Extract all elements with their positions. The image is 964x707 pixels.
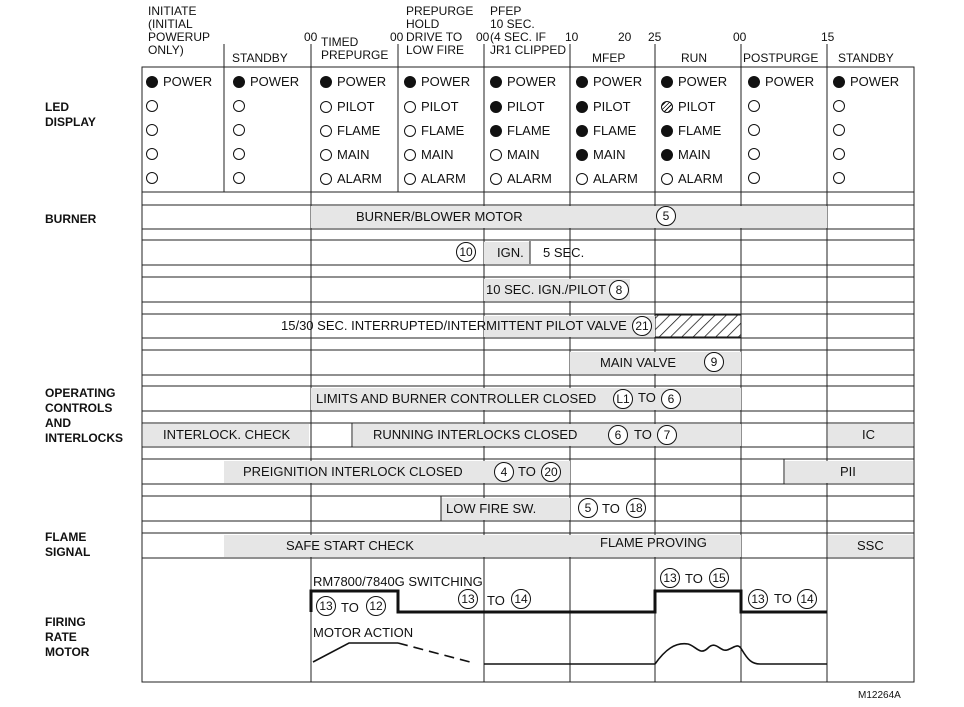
limits-ref-b: 6 [661,389,681,409]
time-tick: 00 [304,30,318,44]
phase-prepurge-hold: PREPURGE HOLD DRIVE TO LOW FIRE [406,4,474,57]
phase-initiate: INITIATE (INITIAL POWERUP ONLY) [148,4,211,57]
time-tick: 15 [821,30,835,44]
main-valve-ref: 9 [704,352,724,372]
led-label: PILOT [678,99,716,114]
ign-time: 5 SEC. [543,245,585,260]
phase-pfep: PFEP 10 SEC. (4 SEC. IF JR1 CLIPPED [490,4,567,57]
pilot-valve-ref: 21 [632,316,652,336]
row-label-flame: FLAME SIGNAL [45,530,91,559]
led-label: ALARM [678,171,723,186]
pilot-valve-label: 15/30 SEC. INTERRUPTED/INTERMITTENT PILOT VALVE [281,318,627,333]
sw3-to: TO [685,571,703,586]
led-label: PILOT [507,99,545,114]
pii-label: PII [840,464,856,479]
preignition-label: PREIGNITION INTERLOCK CLOSED [243,464,463,479]
phase-mfep: MFEP [592,51,626,65]
sw4-to: TO [774,591,792,606]
ssc-label: SSC [857,538,884,553]
led-label: FLAME [421,123,465,138]
sw1-to: TO [341,600,359,615]
time-tick: 20 [618,30,632,44]
flame-proving-label: FLAME PROVING [600,535,707,550]
led-label: MAIN [678,147,711,162]
led-label: POWER [765,74,815,89]
led-label: POWER [250,74,300,89]
running-ref-a: 6 [608,425,628,445]
sw2-to: TO [487,593,505,608]
sw2-ref-b: 14 [511,589,531,609]
sw3-ref-b: 15 [709,568,729,588]
led-label: POWER [850,74,900,89]
sw2-ref-a: 13 [458,589,478,609]
led-label: FLAME [337,123,381,138]
safe-start-label: SAFE START CHECK [286,538,414,553]
time-tick: 00 [476,30,490,44]
running-label: RUNNING INTERLOCKS CLOSED [373,427,578,442]
preignition-ref-a: 4 [494,462,514,482]
led-label: ALARM [421,171,466,186]
limits-to: TO [638,390,656,405]
led-label: FLAME [593,123,637,138]
low-fire-to: TO [602,501,620,516]
led-label: POWER [593,74,643,89]
led-label: MAIN [507,147,540,162]
led-label: MAIN [337,147,370,162]
row-label-firing: FIRING RATE MOTOR [45,615,90,659]
ign-ref: 10 [456,242,476,262]
time-tick: 00 [390,30,404,44]
low-fire-ref-a: 5 [578,498,598,518]
ign-pilot-ref: 8 [609,280,629,300]
sw3-ref-a: 13 [660,568,680,588]
time-tick: 25 [648,30,662,44]
ic-label: IC [862,427,875,442]
led-label: POWER [678,74,728,89]
phase-standby-end: STANDBY [838,51,894,65]
preignition-ref-b: 20 [541,462,561,482]
interlock-check-label: INTERLOCK. CHECK [163,427,291,442]
row-label-led: LED DISPLAY [45,100,96,129]
running-ref-b: 7 [657,425,677,445]
led-label: POWER [421,74,471,89]
figure-id: M12264A [858,690,901,701]
limits-ref-a: L1 [613,389,633,409]
time-tick: 00 [733,30,747,44]
led-label: ALARM [507,171,552,186]
blower-label: BURNER/BLOWER MOTOR [356,209,523,224]
phase-standby: STANDBY [232,51,288,65]
led-label: MAIN [593,147,626,162]
main-valve-label: MAIN VALVE [600,355,677,370]
switching-label: RM7800/7840G SWITCHING [313,574,483,589]
phase-run: RUN [681,51,707,65]
led-label: POWER [337,74,387,89]
led-label: PILOT [593,99,631,114]
sw4-ref-a: 13 [748,589,768,609]
led-label: POWER [507,74,557,89]
preignition-to: TO [518,464,536,479]
led-label: FLAME [507,123,551,138]
ign-label: IGN. [497,245,524,260]
led-label: ALARM [593,171,638,186]
led-label: PILOT [421,99,459,114]
limits-label: LIMITS AND BURNER CONTROLLER CLOSED [316,391,597,406]
sw1-ref-b: 12 [366,596,386,616]
low-fire-label: LOW FIRE SW. [446,501,537,516]
blower-ref: 5 [656,206,676,226]
led-label: ALARM [337,171,382,186]
led-label: FLAME [678,123,722,138]
row-label-burner: BURNER [45,212,97,226]
row-label-operating: OPERATING CONTROLS AND INTERLOCKS [45,386,123,445]
sw4-ref-b: 14 [797,589,817,609]
led-label: POWER [163,74,213,89]
motor-action-label: MOTOR ACTION [313,625,414,640]
led-label: MAIN [421,147,454,162]
phase-timed-prepurge: TIMED PREPURGE [321,35,389,62]
time-tick: 10 [565,30,579,44]
ign-pilot-label: 10 SEC. IGN./PILOT [486,282,606,297]
low-fire-ref-b: 18 [626,498,646,518]
sw1-ref-a: 13 [316,596,336,616]
led-label: PILOT [337,99,375,114]
running-to: TO [634,427,652,442]
phase-postpurge: POSTPURGE [743,51,819,65]
